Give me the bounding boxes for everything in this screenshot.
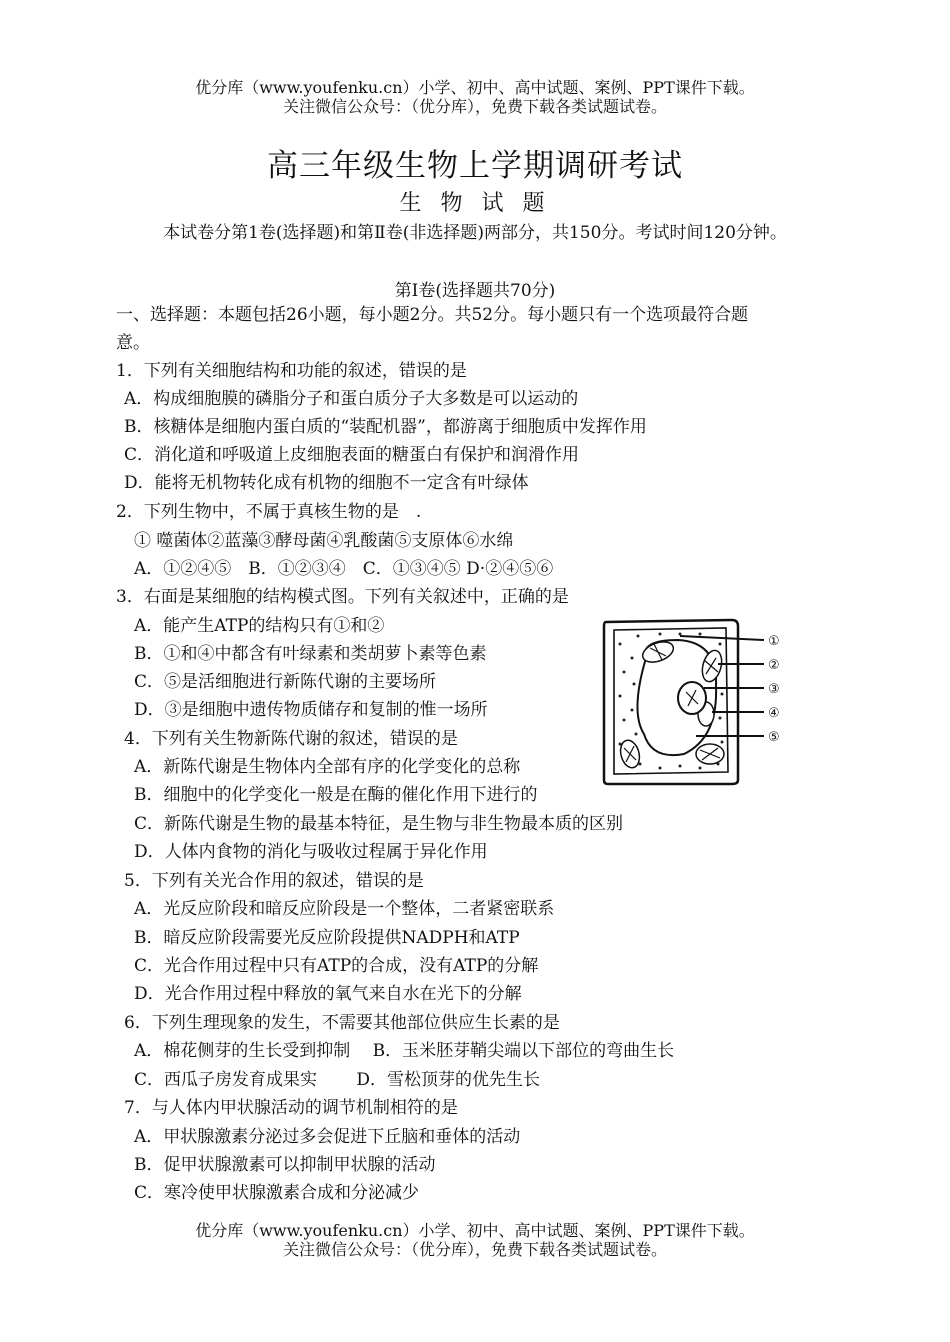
q7-option-c: C．寒冷使甲状腺激素合成和分泌减少 [134, 1183, 420, 1203]
exam-intro: 本试卷分第1卷(选择题)和第Ⅱ卷(非选择题)两部分，共150分。考试时间120分钟。 [163, 223, 787, 243]
footer-line-2: 关注微信公众号：（优分库），免费下载各类试题试卷。 [282, 1240, 667, 1259]
exam-title: 高三年级生物上学期调研考试 [267, 148, 683, 184]
q1-option-c: C．消化道和呼吸道上皮细胞表面的糖蛋白有保护和润滑作用 [124, 445, 580, 465]
diagram-label-1: ① [768, 634, 780, 649]
q1-option-d: D．能将无机物转化成有机物的细胞不一定含有叶绿体 [124, 473, 529, 493]
q5-option-a: A．光反应阶段和暗反应阶段是一个整体，二者紧密联系 [134, 899, 555, 919]
q3-option-b: B．①和④中都含有叶绿素和类胡萝卜素等色素 [134, 644, 487, 664]
cell-structure-diagram [600, 614, 790, 790]
q4-option-c: C．新陈代谢是生物的最基本特征，是生物与非生物最本质的区别 [134, 814, 624, 834]
header-line-1: 优分库（www.youfenku.cn）小学、初中、高中试题、案例、PPT课件下载。 [195, 78, 755, 97]
q4-option-d: D．人体内食物的消化与吸收过程属于异化作用 [134, 842, 488, 862]
footer-line-1: 优分库（www.youfenku.cn）小学、初中、高中试题、案例、PPT课件下载。 [195, 1221, 755, 1240]
exam-subtitle: 生 物 试 题 [399, 191, 551, 216]
chloroplast-2 [699, 648, 725, 684]
q1-option-a: A．构成细胞膜的磷脂分子和蛋白质分子大多数是可以运动的 [124, 389, 579, 409]
q1-stem: 1．下列有关细胞结构和功能的叙述，错误的是 [116, 361, 467, 381]
q6-options-cd: C．西瓜子房发育成果实 D．雪松顶芽的优先生长 [134, 1070, 541, 1090]
q5-option-b: B．暗反应阶段需要光反应阶段提供NADPH和ATP [134, 928, 520, 948]
q1-option-b: B．核糖体是细胞内蛋白质的“装配机器”，都游离于细胞质中发挥作用 [124, 417, 647, 437]
diagram-label-3: ③ [768, 682, 780, 697]
q3-option-a: A．能产生ATP的结构只有①和② [134, 616, 385, 636]
q7-option-a: A．甲状腺激素分泌过多会促进下丘脑和垂体的活动 [134, 1127, 521, 1147]
section-intro: 一、选择题：本题包括26小题，每小题2分。共52分。每小题只有一个选项最符合题 [116, 305, 749, 325]
q3-option-c: C．⑤是活细胞进行新陈代谢的主要场所 [134, 672, 437, 692]
pointer-1 [680, 636, 764, 640]
diagram-label-5: ⑤ [768, 730, 780, 745]
q2-options: A．①②④⑤ B．①②③④ C．①③④⑤ D·②④⑤⑥ [134, 559, 554, 579]
q5-option-d: D．光合作用过程中释放的氧气来自水在光下的分解 [134, 984, 522, 1004]
q4-option-a: A．新陈代谢是生物体内全部有序的化学变化的总称 [134, 757, 521, 777]
q4-option-b: B．细胞中的化学变化一般是在酶的催化作用下进行的 [134, 785, 538, 805]
q7-option-b: B．促甲状腺激素可以抑制甲状腺的活动 [134, 1155, 436, 1175]
diagram-label-2: ② [768, 658, 780, 673]
q3-stem: 3．右面是某细胞的结构模式图。下列有关叙述中，正确的是 [116, 587, 569, 607]
q7-stem: 7．与人体内甲状腺活动的调节机制相符的是 [124, 1098, 458, 1118]
q5-option-c: C．光合作用过程中只有ATP的合成，没有ATP的分解 [134, 956, 539, 976]
q2-items: ① 噬菌体②蓝藻③酵母菌④乳酸菌⑤支原体⑥水绵 [134, 531, 514, 551]
q6-options-ab: A．棉花侧芽的生长受到抑制 B．玉米胚芽鞘尖端以下部位的弯曲生长 [134, 1041, 675, 1061]
header-line-2: 关注微信公众号：（优分库），免费下载各类试题试卷。 [282, 97, 667, 116]
part-1-heading: 第Ⅰ卷(选择题共70分) [394, 281, 556, 301]
q6-stem: 6．下列生理现象的发生，不需要其他部位供应生长素的是 [124, 1013, 560, 1033]
q2-stem: 2．下列生物中，不属于真核生物的是 . [116, 502, 422, 522]
q3-option-d: D．③是细胞中遗传物质储存和复制的惟一场所 [134, 700, 488, 720]
diagram-label-4: ④ [768, 706, 780, 721]
q4-stem: 4．下列有关生物新陈代谢的叙述，错误的是 [124, 729, 458, 749]
section-intro-cont: 意。 [116, 333, 150, 353]
q5-stem: 5．下列有关光合作用的叙述，错误的是 [124, 871, 424, 891]
